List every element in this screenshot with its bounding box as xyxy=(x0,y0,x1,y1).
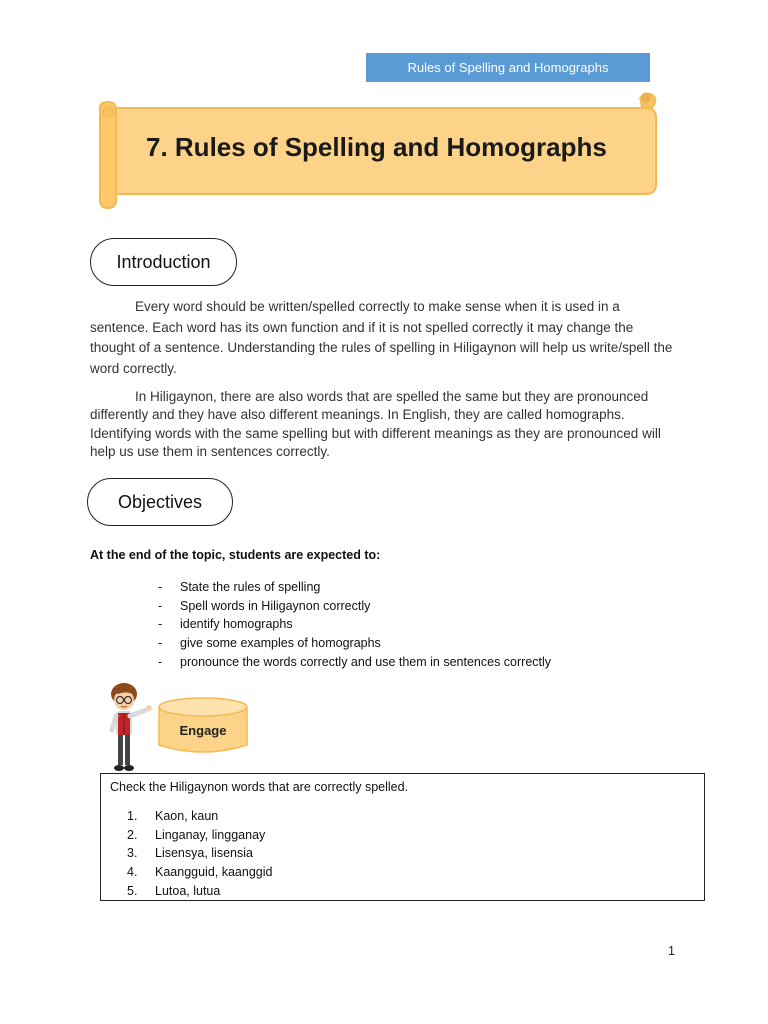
list-item xyxy=(127,863,272,882)
list-bullet: - xyxy=(158,654,163,669)
introduction-heading: Introduction xyxy=(90,238,237,286)
list-item xyxy=(158,578,551,597)
list-bullet: - xyxy=(158,580,163,595)
list-item xyxy=(127,807,272,826)
list-item-text: Kaon, kaun xyxy=(155,809,219,824)
activity-list xyxy=(127,807,272,900)
list-item-text: identify homographs xyxy=(180,617,293,632)
list-bullet: - xyxy=(158,617,163,632)
list-item-text: Lisensya, lisensia xyxy=(155,846,253,861)
engage-activity-box xyxy=(100,773,705,901)
title-banner-scroll xyxy=(96,88,662,212)
intro-paragraph-1: Every word should be written/spelled correctly to make sense when it is used in a sentence. Each word has its own function and if it is not spelled correctly it may change the thought of a sentence. Understanding the rules of spelling in Hiligaynon will help us write/spell the word correctly. xyxy=(90,299,673,376)
list-item xyxy=(127,826,272,845)
list-item xyxy=(158,634,551,653)
list-number: 1. xyxy=(127,809,138,824)
engage-label-cylinder xyxy=(158,697,248,755)
list-item-text: pronounce the words correctly and use them in sentences correctly xyxy=(180,654,552,669)
list-number: 5. xyxy=(127,883,138,898)
list-number: 2. xyxy=(127,827,138,842)
list-bullet: - xyxy=(158,598,163,613)
engage-label: Engage xyxy=(179,723,227,738)
activity-instruction: Check the Hiligaynon words that are correctly spelled. xyxy=(110,780,409,794)
header-tab: Rules of Spelling and Homographs xyxy=(366,53,650,82)
intro-paragraph-2: In Hiligaynon, there are also words that are spelled the same but they are pronounced differently and they have also different meanings. In English, they are called homographs. Identifying words with the same spelling but with different meanings as they are pronounced will help us use them in sentences correctly. xyxy=(90,389,661,459)
list-number: 3. xyxy=(127,846,138,861)
objectives-intro: At the end of the topic, students are expected to: xyxy=(90,548,381,562)
list-item-text: State the rules of spelling xyxy=(180,580,321,595)
list-item xyxy=(158,615,551,634)
list-item-text: Spell words in Hiligaynon correctly xyxy=(180,598,371,613)
list-item xyxy=(158,597,551,616)
teacher-boy-illustration xyxy=(100,680,158,776)
list-item-text: Kaangguid, kaanggid xyxy=(155,865,273,880)
list-bullet: - xyxy=(158,636,163,651)
page-number: 1 xyxy=(668,944,675,958)
objectives-heading: Objectives xyxy=(87,478,233,526)
list-item-text: Linganay, lingganay xyxy=(155,827,266,842)
list-item-text: give some examples of homographs xyxy=(180,636,381,651)
list-item xyxy=(127,844,272,863)
list-item-text: Lutoa, lutua xyxy=(155,883,221,898)
list-item xyxy=(127,881,272,900)
list-item xyxy=(158,652,551,671)
list-number: 4. xyxy=(127,865,138,880)
objectives-list xyxy=(158,578,551,671)
page-title: 7. Rules of Spelling and Homographs xyxy=(146,132,607,162)
